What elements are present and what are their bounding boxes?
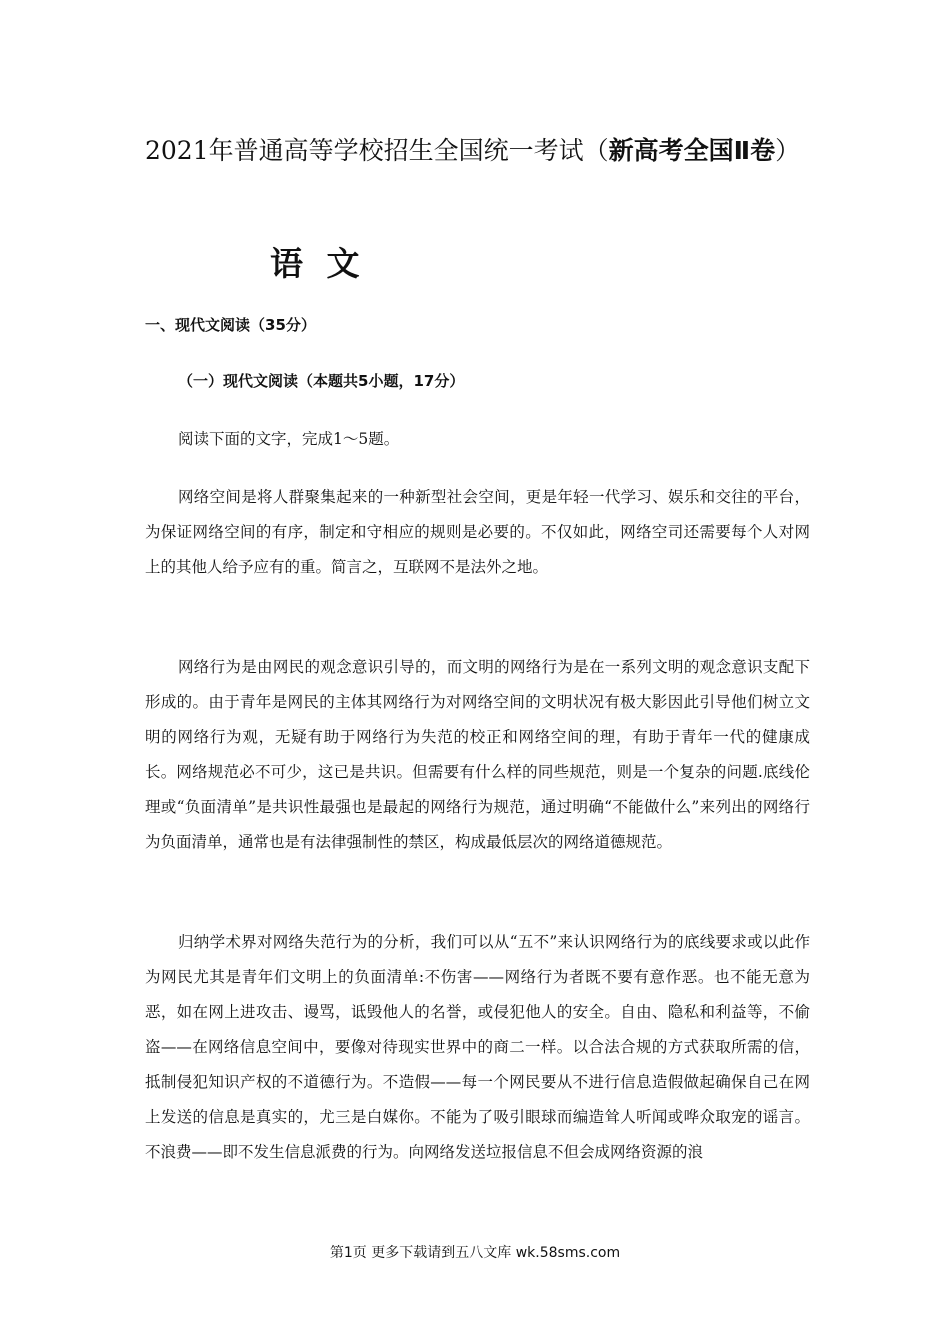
section-heading: 一、现代文阅读（35分） bbox=[145, 316, 316, 334]
exam-title-plain: 2021年普通高等学校招生全国统一考试（ bbox=[145, 136, 609, 165]
exam-title-close: ） bbox=[775, 136, 801, 165]
body-paragraph: 网络空间是将人群聚集起来的一种新型社会空间，更是年轻一代学习、娱乐和交往的平台，为保证网络空间的有序，制定和守相应的规则是必要的。不仅如此，网络空司还需要每个人对网上的其他人给予应有的重。简言之，互联网不是法外之地。 bbox=[145, 488, 810, 576]
exam-title-bold: 新高考全国Ⅱ卷 bbox=[608, 136, 776, 165]
sub-section-heading: （一）现代文阅读（本题共5小题，17分） bbox=[178, 372, 465, 390]
body-paragraph: 网络行为是由网民的观念意识引导的，而文明的网络行为是在一系列文明的观念意识支配下形成的。由于青年是网民的主体其网络行为对网络空间的文明状况有极大影因此引导他们树立文明的网络行为观，无疑有助于网络行为失范的校正和网络空间的理，有助于青年一代的健康成长。网络规范必不可少，这已是共识。但需要有什么样的同些规范，则是一个复杂的问题.底线伦理或“负面清单”是共识性最强也是最起的网络行为规范，通过明确“不能做什么”来列出的网络行为负面清单，通常也是有法律强制性的禁区，构成最低层次的网络道德规范。 bbox=[145, 658, 810, 851]
exam-title bbox=[145, 128, 825, 174]
reading-instruction: 阅读下面的文字，完成1～5题。 bbox=[178, 430, 400, 448]
page-footer: 第1页 更多下载请到五八文库 wk.58sms.com bbox=[329, 1245, 621, 1261]
subject-heading: 语 文 bbox=[270, 244, 366, 283]
body-paragraph: 归纳学术界对网络失范行为的分析，我们可以从“五不”来认识网络行为的底线要求或以此作为网民尤其是青年们文明上的负面清单:不伤害——网络行为者既不要有意作恶。也不能无意为恶，如在网上进攻击、谩骂，诋毁他人的名誉，或侵犯他人的安全。自由、隐私和利益等，不偷盗——在网络信息空间中，要像对待现实世界中的商二一样。以合法合规的方式获取所需的信，抵制侵犯知识产权的不道德行为。不造假——每一个网民要从不进行信息造假做起确保自己在网上发送的信息是真实的，尤三是白媒你。不能为了吸引眼球而编造耸人听闻或哗众取宠的谣言。不浪费——即不发生信息派费的行为。向网络发送垃报信息不但会成网络资源的浪 bbox=[145, 933, 810, 1161]
